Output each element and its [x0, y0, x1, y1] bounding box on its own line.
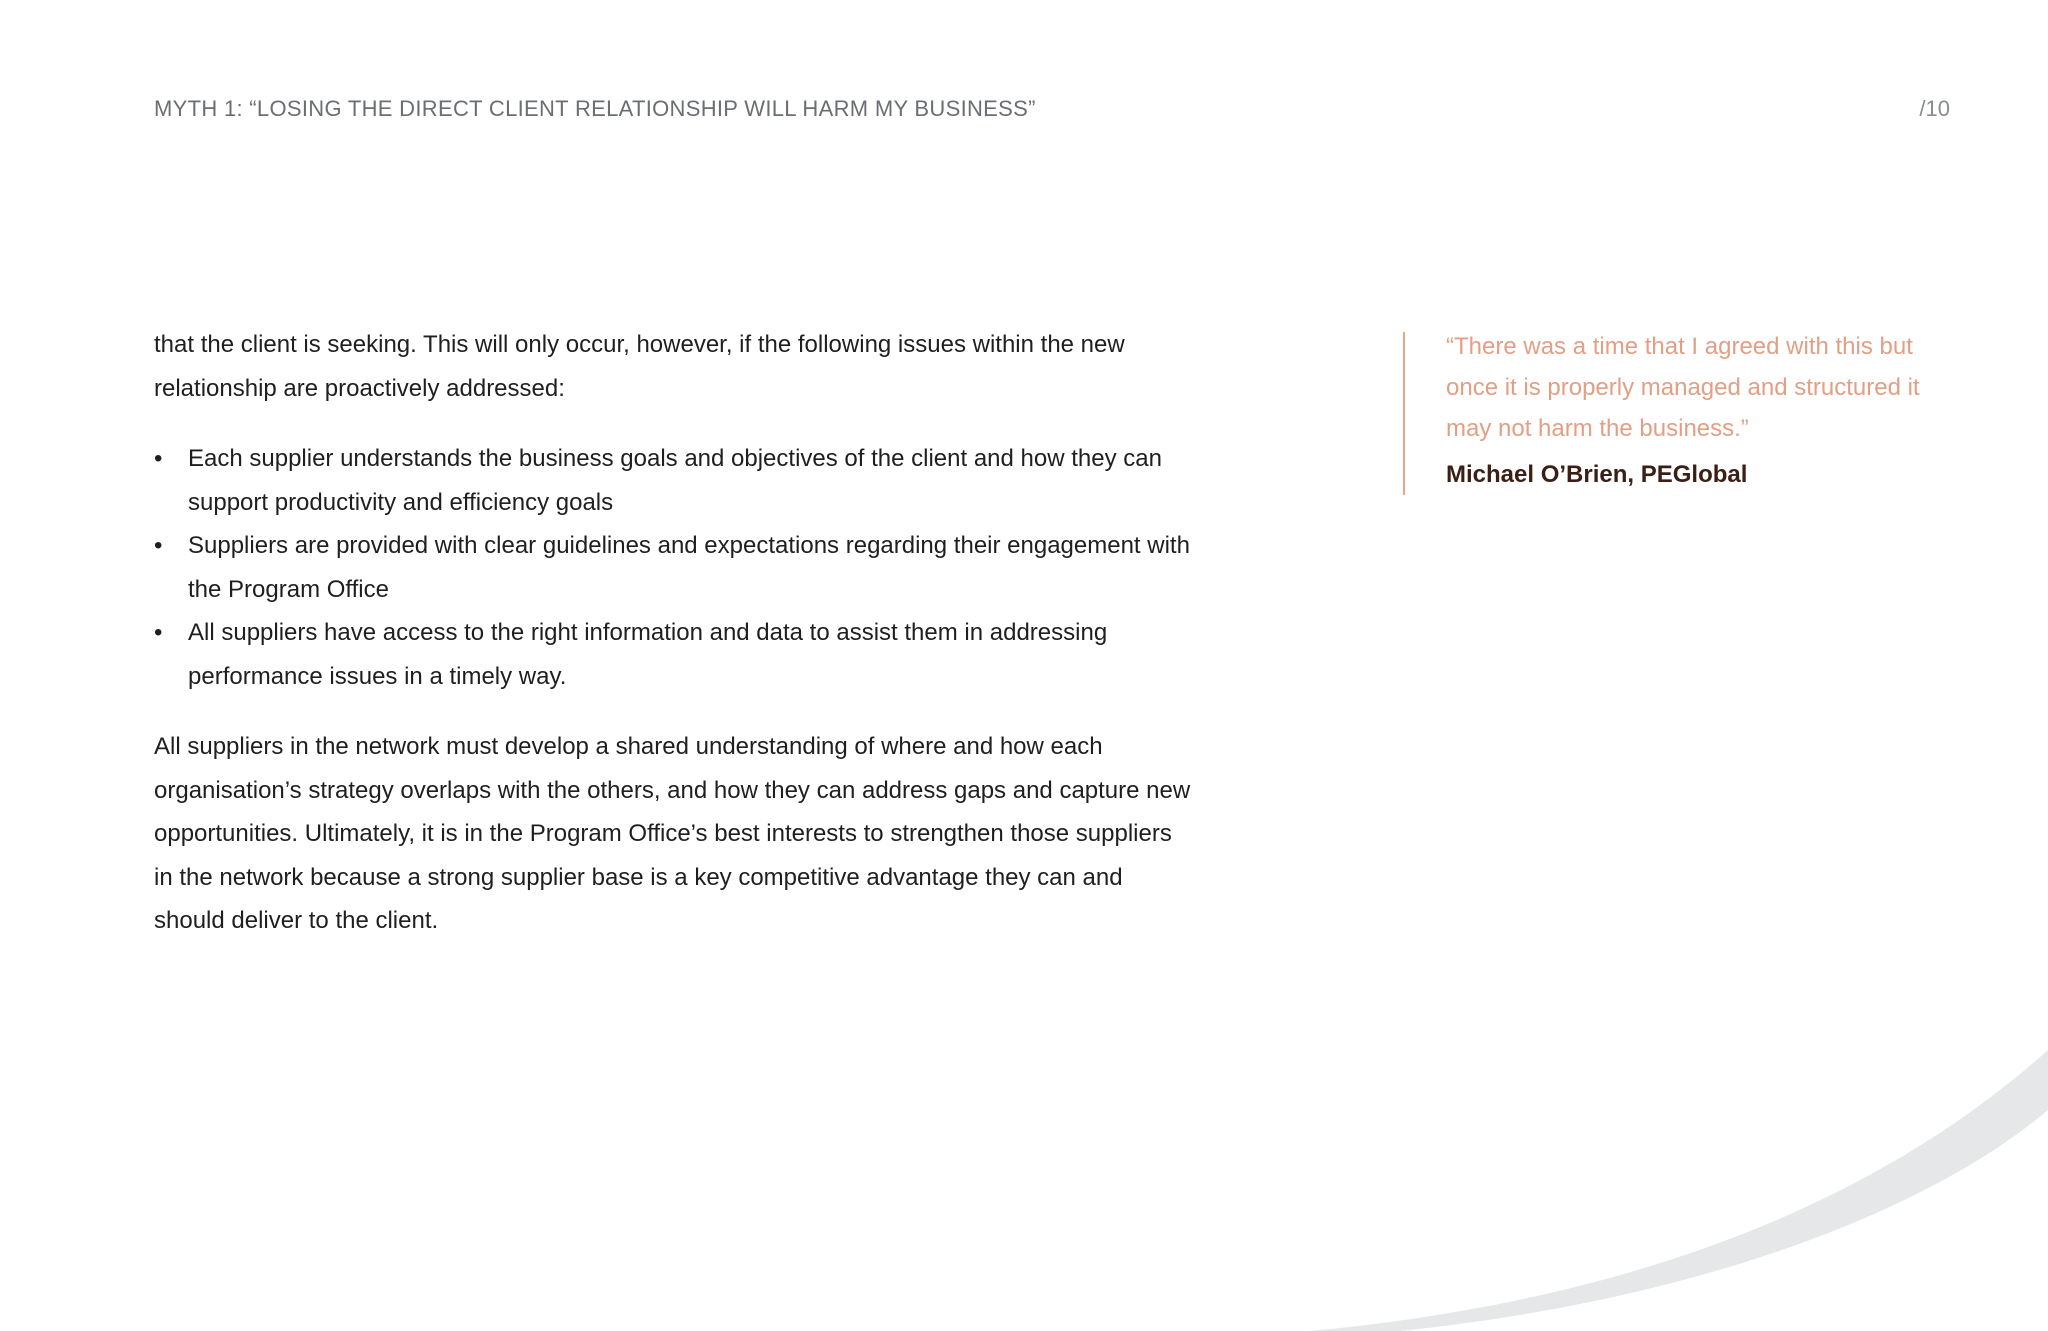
page-number: /10	[1919, 96, 1950, 121]
pull-quote	[1403, 332, 1966, 495]
bullet-icon: •	[154, 619, 163, 646]
bullet-list	[154, 437, 1194, 698]
closing-paragraph: All suppliers in the network must develop a shared understanding of where and how each organisation’s strategy overlaps with the others, and how they can address gaps and capture new opportunities. Ultimately, it is in the Program Office’s best interests to strengthen those suppliers in the network because a strong supplier base is a key competitive advantage they can and should deliver to the client.	[154, 733, 1191, 934]
quote-author: Michael O’Brien, PEGlobal	[1446, 461, 1748, 488]
body-text	[154, 323, 1194, 943]
swoosh-shape	[1310, 1050, 2048, 1331]
list-item-text: Suppliers are provided with clear guidelines and expectations regarding their engagement with the Program Office	[188, 532, 1190, 603]
list-item	[154, 611, 1194, 698]
list-item-text: Each supplier understands the business goals and objectives of the client and how they can support productivity and efficiency goals	[188, 445, 1162, 516]
bullet-icon: •	[154, 532, 163, 559]
quote-text: “There was a time that I agreed with this but once it is properly managed and structured it may not harm the business.”	[1446, 333, 1920, 442]
list-item	[154, 524, 1194, 611]
list-item-text: All suppliers have access to the right information and data to assist them in addressing performance issues in a timely way.	[188, 619, 1108, 690]
list-item	[154, 437, 1194, 524]
intro-paragraph: that the client is seeking. This will only occur, however, if the following issues within the new relationship are proactively addressed:	[154, 331, 1125, 402]
section-title: MYTH 1: “LOSING THE DIRECT CLIENT RELATIONSHIP WILL HARM MY BUSINESS”	[154, 96, 1036, 121]
bullet-icon: •	[154, 445, 163, 472]
